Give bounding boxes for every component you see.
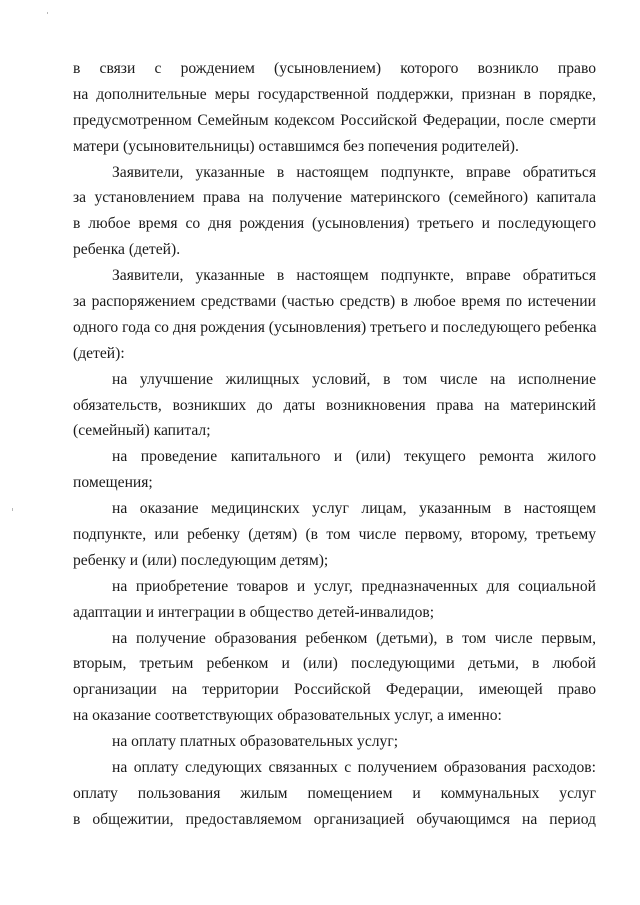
text-line: (семейный) капитал; [73, 422, 211, 440]
document-body [73, 56, 596, 833]
text-line: Заявители, указанные в настоящем подпункте, вправе обратиться [112, 163, 596, 181]
scan-mark-top [47, 12, 48, 14]
text-line: ребенка (детей). [73, 241, 181, 259]
text-line: на оказание медицинских услуг лицам, указанным в настоящем [112, 500, 596, 518]
text-line: помещения; [73, 474, 153, 492]
text-line: на оплату следующих связанных с получением образования расходов: [112, 759, 596, 777]
text-line: на дополнительные меры государственной поддержки, признан в порядке, [73, 85, 596, 103]
list-item-medical [73, 496, 596, 574]
text-line: в любое время со дня рождения (усыновления) третьего и последующего [73, 215, 596, 233]
text-line: ребенку и (или) последующим детям); [73, 551, 329, 569]
text-line: на оказание соответствующих образовательных услуг, а именно: [73, 707, 502, 725]
text-line: предусмотренном Семейным кодексом Российской Федерации, после смерти [73, 111, 596, 129]
list-item-education-expenses [73, 755, 596, 833]
text-line: организации на территории Российской Федерации, имеющей право [73, 681, 596, 699]
list-item-paid-education [73, 729, 596, 755]
text-line: Заявители, указанные в настоящем подпункте, вправе обратиться [112, 267, 596, 285]
text-line: в связи с рождением (усыновлением) которого возникло право [73, 60, 596, 77]
list-item-education [73, 626, 596, 730]
paragraph-applicants-dispose [73, 263, 596, 367]
text-line: адаптации и интеграции в общество детей-инвалидов; [73, 603, 435, 621]
paragraph-applicants-establish [73, 160, 596, 264]
text-line: за распоряжением средствами (частью средств) в любое время по истечении [73, 293, 596, 311]
text-line: на получение образования ребенком (детьми), в том числе первым, [112, 629, 596, 647]
text-line: оплату пользования жилым помещением и коммунальных услуг [73, 784, 596, 802]
text-line: обязательств, возникших до даты возникновения права на материнский [73, 396, 596, 414]
text-line: на приобретение товаров и услуг, предназначенных для социальной [112, 577, 596, 595]
text-line: в общежитии, предоставляемом организацией обучающимся на период [73, 810, 596, 828]
list-item-repair [73, 444, 596, 496]
text-line: матери (усыновительницы) оставшимся без попечения родителей). [73, 137, 519, 155]
list-item-adaptation [73, 574, 596, 626]
text-line: вторым, третьим ребенком и (или) последующими детьми, в любой [73, 655, 596, 673]
text-line: на проведение капитального и (или) текущего ремонта жилого [112, 448, 596, 466]
text-line: (детей): [73, 344, 125, 362]
scan-mark-left [12, 508, 13, 511]
text-line: на оплату платных образовательных услуг; [112, 733, 399, 751]
text-line: за установлением права на получение материнского (семейного) капитала [73, 189, 596, 207]
list-item-housing [73, 367, 596, 445]
text-line: подпункте, или ребенку (детям) (в том числе первому, второму, третьему [73, 526, 596, 544]
text-line: на улучшение жилищных условий, в том числе на исполнение [112, 370, 596, 388]
paragraph-birth-right [73, 56, 596, 160]
text-line: одного года со дня рождения (усыновления) третьего и последующего ребенка [73, 318, 597, 336]
